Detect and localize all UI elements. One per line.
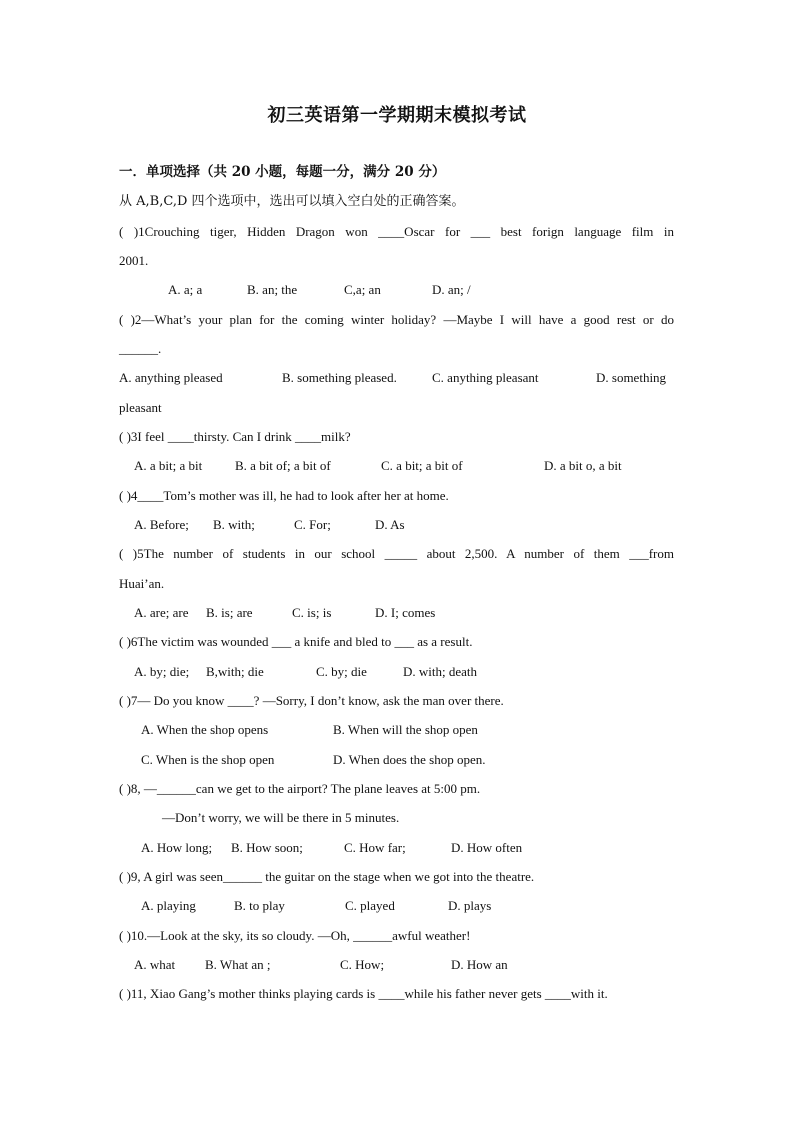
q7-option-a: A. When the shop opens: [141, 722, 269, 737]
question-8-stem: ( )8, —______can we get to the airport? The plane leaves at 5:00 pm.: [119, 781, 481, 796]
question-7-stem: ( )7— Do you know ____? —Sorry, I don’t know, ask the man over there.: [119, 693, 504, 708]
q5-option-b: B. is; are: [206, 605, 253, 620]
q4-option-d: D. As: [375, 517, 405, 532]
q8-option-c: C. How far;: [344, 840, 406, 855]
question-2-stem-cont: ______.: [119, 341, 162, 356]
q9-option-c: C. played: [345, 898, 395, 913]
q2-option-a: A. anything pleased: [119, 370, 223, 385]
q2-option-c: C. anything pleasant: [432, 370, 539, 385]
q9-option-b: B. to play: [234, 898, 285, 913]
q5-option-a: A. are; are: [134, 605, 189, 620]
q3-option-c: C. a bit; a bit of: [381, 458, 463, 473]
q2-option-b: B. something pleased.: [282, 370, 397, 385]
question-1-stem-cont: 2001.: [119, 253, 149, 268]
question-5-stem: ( )5The number of students in our school _____ about 2,500. A number of them ___from: [119, 546, 674, 561]
q1-option-c: C,a; an: [344, 282, 381, 297]
question-10-stem: ( )10.—Look at the sky, its so cloudy. —Oh, ______awful weather!: [119, 928, 471, 943]
q9-option-a: A. playing: [141, 898, 196, 913]
q7-option-b: B. When will the shop open: [333, 722, 478, 737]
question-4-stem: ( )4____Tom’s mother was ill, he had to look after her at home.: [119, 488, 449, 503]
question-8-stem-cont: —Don’t worry, we will be there in 5 minutes.: [162, 810, 400, 825]
q3-option-a: A. a bit; a bit: [134, 458, 203, 473]
question-3-stem: ( )3I feel ____thirsty. Can I drink ____milk?: [119, 429, 351, 444]
q4-option-a: A. Before;: [134, 517, 189, 532]
q8-option-b: B. How soon;: [231, 840, 303, 855]
q6-option-c: C. by; die: [316, 664, 367, 679]
q8-option-a: A. How long;: [141, 840, 213, 855]
q10-option-d: D. How an: [451, 957, 508, 972]
q4-option-c: C. For;: [294, 517, 331, 532]
q3-option-d: D. a bit o, a bit: [544, 458, 622, 473]
q10-option-b: B. What an ;: [205, 957, 271, 972]
q1-option-b: B. an; the: [247, 282, 298, 297]
q7-option-c: C. When is the shop open: [141, 752, 275, 767]
question-2-option-d-cont: pleasant: [119, 400, 162, 415]
question-11-stem: ( )11, Xiao Gang’s mother thinks playing cards is ____while his father never gets ____with it.: [119, 986, 608, 1001]
q10-option-a: A. what: [134, 957, 176, 972]
q6-option-b: B,with; die: [206, 664, 264, 679]
question-6-stem: ( )6The victim was wounded ___ a knife and bled to ___ as a result.: [119, 634, 473, 649]
page-title: 初三英语第一学期期末模拟考试: [267, 105, 527, 126]
section-instruction: 从 A,B,C,D 四个选项中，选出可以填入空白处的正确答案。: [119, 194, 465, 209]
q6-option-d: D. with; death: [403, 664, 478, 679]
q9-option-d: D. plays: [448, 898, 492, 913]
question-1-stem: ( )1Crouching tiger, Hidden Dragon won ____Oscar for ___ best forign language film in: [119, 224, 674, 239]
question-9-stem: ( )9, A girl was seen______ the guitar on the stage when we got into the theatre.: [119, 869, 535, 884]
q4-option-b: B. with;: [213, 517, 255, 532]
question-2-stem: ( )2—What’s your plan for the coming winter holiday? —Maybe I will have a good rest or do: [119, 312, 674, 327]
q1-option-a: A. a; a: [168, 282, 203, 297]
q3-option-b: B. a bit of; a bit of: [235, 458, 331, 473]
q8-option-d: D. How often: [451, 840, 523, 855]
q7-option-d: D. When does the shop open.: [333, 752, 486, 767]
q10-option-c: C. How;: [340, 957, 385, 972]
q2-option-d: D. something: [596, 370, 667, 385]
q6-option-a: A. by; die;: [134, 664, 190, 679]
q1-option-d: D. an; /: [432, 282, 471, 297]
section-heading: 一．单项选择（共 20 小题，每题一分，满分 20 分）: [119, 164, 446, 180]
q5-option-c: C. is; is: [292, 605, 332, 620]
q5-option-d: D. I; comes: [375, 605, 436, 620]
question-5-stem-cont: Huai’an.: [119, 576, 165, 591]
